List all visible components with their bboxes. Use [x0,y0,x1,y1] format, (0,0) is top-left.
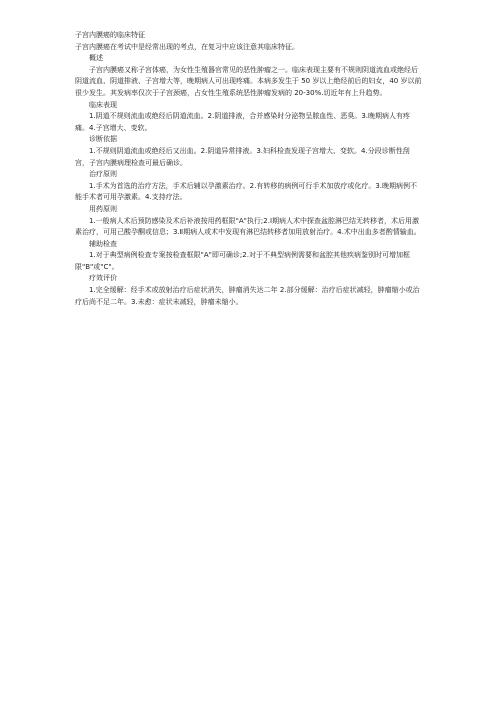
section-body-diagnosis: 1.不规则阴道流血或绝经后又出血。2.阴道异常排液。3.妇科检查发现子宫增大、变软。4.分段诊断性刮宫，子宫内膜病理检查可最后确诊。 [75,146,410,167]
section-heading-overview: 概述 [89,54,103,63]
section-heading-auxiliary: 辅助检查 [89,239,117,248]
section-body-treatment: 1.手术为首选的治疗方法，手术后辅以孕激素治疗。2.有转移的病例可行手术加放疗或化疗。3.晚期病例不能手术者可用孕激素。4.支持疗法。 [75,181,418,202]
intro-paragraph: 子宫内膜癌在考试中是经常出现的考点，在复习中应该注意其临床特征。 [75,42,299,51]
section-heading-medication: 用药原则 [89,204,117,213]
section-body-auxiliary: 1.对于典型病例检查专案按检查框限"A"即可确诊;2.对于不典型病例需要和盆腔其他疾病鉴别时可增加框限"B"或"C"。 [75,251,410,271]
section-heading-evaluation: 疗效评价 [89,274,117,283]
section-body-medication: 1.一般病人术后预防感染及术后补液按用药框限"A"执行;2.Ⅰ期病人术中探查盆腔淋巴结无转移者，术后用激素治疗，可用己酸孕酮或信息；3.Ⅱ期病人或术中发现有淋巴结转移者加用放射治疗。4.术中出血多者酌情输血。 [75,216,421,237]
section-body-evaluation: 1.完全缓解：经手术或放射治疗后症状消失，肿瘤消失达二年 2.部分缓解：治疗后症状减轻，肿瘤缩小或治疗后尚不足二年。3.未愈：症状未减轻，肿瘤未缩小。 [75,286,420,306]
document-body [75,30,423,308]
section-body-clinical: 1.阴道不规则流血或绝经后阴道流血。2.阴道排液，合并感染时分泌物呈脓血性、恶臭。3.晚期病人有疼痛。4.子宫增大、变软。 [75,112,411,132]
section-heading-treatment: 治疗原则 [89,170,117,179]
document-title: 子宫内膜癌的临床特征 [75,31,145,39]
section-body-overview: 子宫内膜癌又称子宫体癌，为女性生殖器官常见的恶性肿瘤之一。临床表现主要有不规则阴道流血或绝经后阴道流血、阴道排液、子宫增大等，晚期病人可出现疼痛。本病多发生于 50 岁以上绝经前后的妇女，40 岁以前很少发生。其发病率仅次于子宫颈癌，占女性生殖系统恶性肿瘤发病的 20-30%.切近年有上升趋势。 [75,65,422,97]
section-heading-diagnosis: 诊断依据 [89,135,117,144]
section-heading-clinical: 临床表现 [89,100,117,109]
